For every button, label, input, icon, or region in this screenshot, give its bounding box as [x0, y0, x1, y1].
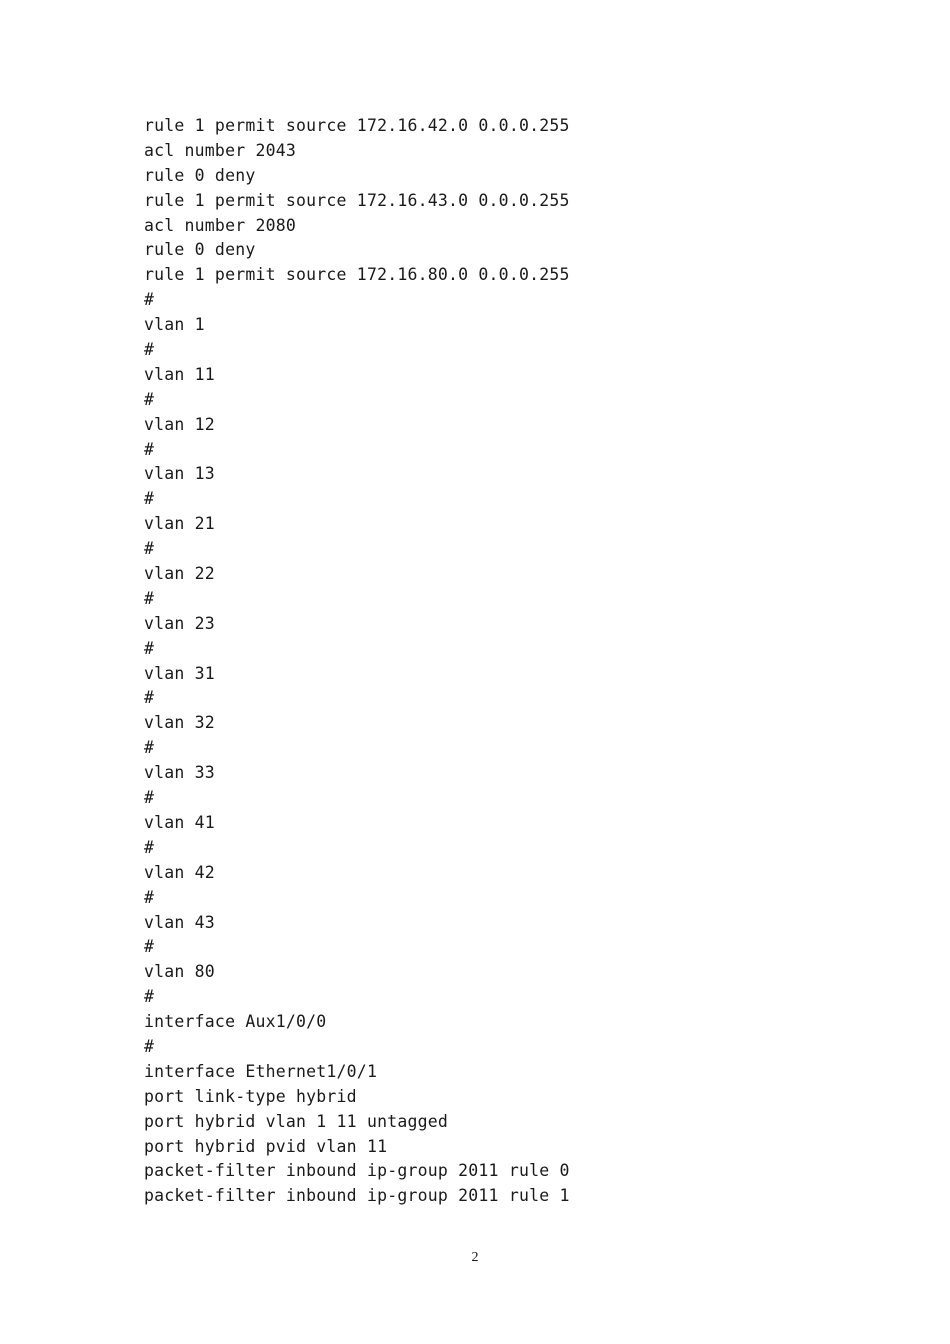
- config-line: vlan 33: [144, 763, 215, 783]
- config-line: vlan 13: [144, 464, 215, 484]
- config-line: rule 1 permit source 172.16.43.0 0.0.0.255: [144, 190, 570, 210]
- config-line: vlan 42: [144, 862, 215, 882]
- config-line: vlan 23: [144, 613, 215, 633]
- config-line: #: [144, 290, 155, 310]
- config-line: #: [144, 788, 155, 808]
- config-line: rule 0 deny: [144, 165, 256, 185]
- config-line: #: [144, 937, 155, 957]
- config-line: rule 0 deny: [144, 240, 256, 260]
- config-line: #: [144, 389, 155, 409]
- config-line: #: [144, 887, 155, 907]
- config-line: #: [144, 1036, 155, 1056]
- config-line: vlan 22: [144, 564, 215, 584]
- config-line: interface Ethernet1/0/1: [144, 1061, 378, 1081]
- config-line: port hybrid pvid vlan 11: [144, 1136, 388, 1156]
- page-number: 2: [471, 1250, 479, 1265]
- config-line: #: [144, 439, 155, 459]
- config-line: rule 1 permit source 172.16.42.0 0.0.0.255: [144, 116, 570, 135]
- config-line: #: [144, 539, 155, 559]
- config-line: vlan 43: [144, 912, 215, 932]
- config-line: #: [144, 638, 155, 658]
- config-line: #: [144, 738, 155, 758]
- config-line: acl number 2043: [144, 140, 297, 160]
- config-line: vlan 32: [144, 713, 215, 733]
- config-line: #: [144, 340, 155, 360]
- config-line: vlan 41: [144, 812, 215, 832]
- config-line: vlan 80: [144, 962, 215, 982]
- config-line: #: [144, 588, 155, 608]
- config-line: vlan 21: [144, 514, 215, 534]
- config-line: interface Aux1/0/0: [144, 1012, 327, 1032]
- config-listing: [144, 114, 570, 1209]
- config-line: rule 1 permit source 172.16.80.0 0.0.0.255: [144, 265, 570, 285]
- config-line: vlan 1: [144, 315, 205, 335]
- config-line: port link-type hybrid: [144, 1086, 357, 1106]
- config-line: vlan 31: [144, 663, 215, 683]
- config-line: acl number 2080: [144, 215, 297, 235]
- config-line: #: [144, 987, 155, 1007]
- config-line: #: [144, 688, 155, 708]
- config-line: packet-filter inbound ip-group 2011 rule 0: [144, 1161, 570, 1181]
- config-line: vlan 11: [144, 364, 215, 384]
- config-line: vlan 12: [144, 414, 215, 434]
- config-line: #: [144, 489, 155, 509]
- config-line: port hybrid vlan 1 11 untagged: [144, 1111, 449, 1131]
- config-line: #: [144, 837, 155, 857]
- config-line: packet-filter inbound ip-group 2011 rule 1: [144, 1186, 570, 1206]
